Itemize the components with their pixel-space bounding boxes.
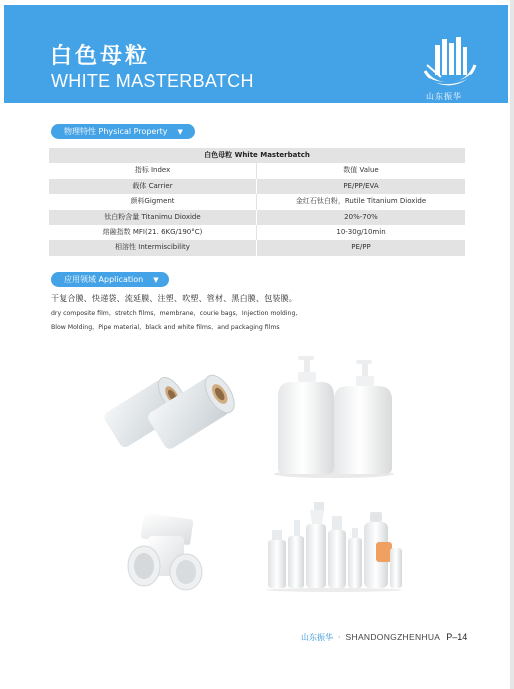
table-cell-value: 10-30g/10min [336, 227, 386, 236]
footer-brand-en: SHANDONGZHENHUA [345, 632, 441, 642]
table-cell-name: 熔融指数 MFI(21. 6KG/190°C) [49, 225, 257, 240]
application-label: 应用领域 Application [64, 275, 144, 284]
page-title-cn: 白色母粒 [50, 44, 151, 69]
table-row [49, 225, 465, 240]
page-number: P–14 [446, 632, 468, 642]
application-text-cn: 干复合膜、快递袋、流延膜、注塑、吹塑、管材、黑白膜、包装膜。 [51, 294, 297, 303]
page-edge [510, 0, 514, 689]
table-cell-value: 20%-70% [344, 212, 378, 221]
footer-brand-cn: 山东振华 [301, 633, 333, 642]
table-cell-value: PE/PP [351, 243, 371, 252]
table-cell-value: PE/PP/EVA [343, 181, 379, 190]
table-cell-name: 颜料Gigment [49, 194, 257, 209]
table-row [49, 163, 465, 178]
physical-property-label: 物理特性 Physical Property [64, 127, 168, 136]
logo-text: 山东振华 [426, 92, 462, 101]
table-cell-name: 相溶性 Intermiscibility [49, 240, 257, 255]
stretch-film-rolls-image [100, 363, 246, 463]
header-banner [4, 5, 508, 103]
page-footer [301, 632, 467, 643]
application-pill [51, 272, 169, 287]
table-cell-value: 数值 Value [343, 166, 379, 175]
table-title: 白色母粒 White Masterbatch [204, 151, 310, 159]
table-row [49, 240, 465, 255]
footer-separator: · [338, 633, 341, 642]
pipe-tee-fitting-image [122, 512, 206, 594]
table-title-row [49, 148, 465, 163]
table-cell-name: 钛白粉含量 Titanimu Dioxide [49, 210, 257, 225]
table-row [49, 194, 465, 209]
triangle-down-icon: ▼ [153, 276, 159, 284]
table-cell-name: 指标 Index [49, 163, 257, 178]
table-cell-value: 金红石钛白粉，Rutile Titanium Dioxide [295, 197, 427, 206]
table-row [49, 210, 465, 225]
page-title-en: WHITE MASTERBATCH [51, 71, 254, 91]
application-text-en-line2: Blow Molding，Pipe material，black and white films，and packaging films [51, 324, 280, 331]
table-cell-name: 载体 Carrier [49, 179, 257, 194]
plastic-containers-image [264, 500, 404, 592]
physical-property-pill [51, 124, 195, 139]
application-text-en-line1: dry composite film，stretch films，membrane，courie bags，Injection molding, [51, 310, 298, 317]
company-logo-icon [421, 35, 477, 95]
white-pump-bottles-image [268, 356, 400, 478]
property-table [49, 148, 465, 256]
table-row [49, 179, 465, 194]
triangle-down-icon: ▼ [177, 128, 183, 136]
